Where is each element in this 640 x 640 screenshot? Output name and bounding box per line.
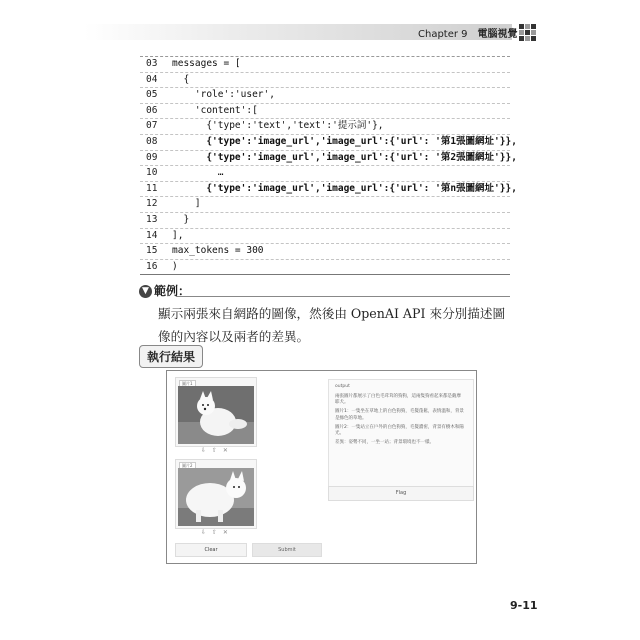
output-paragraph: 差異：姿勢不同，一坐一站；背景環境也不一樣。: [335, 440, 434, 446]
chapter-header: [418, 25, 518, 40]
code-line: [140, 104, 510, 120]
line-number: 04: [146, 73, 158, 85]
line-number: 15: [146, 245, 158, 257]
code-text: ]: [172, 198, 201, 210]
line-number: 14: [146, 229, 158, 241]
code-line: [140, 229, 510, 245]
code-line: [140, 73, 510, 89]
example-rule: [176, 296, 510, 297]
line-number: 09: [146, 151, 158, 163]
code-line: [140, 260, 510, 276]
clear-button[interactable]: Clear: [175, 543, 247, 557]
code-text: 'content':[: [172, 104, 258, 116]
code-text: …: [172, 167, 224, 179]
result-screenshot: [166, 370, 477, 564]
code-line: [140, 57, 510, 73]
submit-button[interactable]: Submit: [252, 543, 322, 557]
output-textbox: [328, 379, 474, 493]
example-icon: ▼: [139, 285, 152, 298]
code-text: 'role':'user',: [172, 89, 275, 101]
example-label: 範例：: [154, 284, 191, 298]
result-label: 執行結果: [139, 345, 203, 368]
dog-photo-2: [178, 468, 254, 526]
output-paragraph: 圖片1：一隻坐在草地上的白色狗狗，毛髮蓬鬆，表情溫和，背景是綠色的草地。: [335, 409, 464, 421]
output-text: [335, 394, 465, 449]
code-line: [140, 182, 517, 198]
line-number: 08: [146, 135, 158, 147]
image-input-2[interactable]: [175, 459, 257, 529]
line-number: 16: [146, 260, 158, 272]
code-text: messages = [: [172, 58, 241, 69]
output-label: output: [335, 384, 350, 389]
line-number: 07: [146, 120, 158, 132]
code-block: [140, 56, 517, 275]
image-input-1[interactable]: [175, 377, 257, 447]
line-number: 12: [146, 198, 158, 210]
header-grid-icon: [519, 24, 536, 41]
image-actions-2[interactable]: ⇩ ⇧ ✕: [201, 529, 230, 536]
chapter-number: Chapter 9: [418, 29, 468, 40]
code-text: ): [172, 260, 178, 272]
page-number: 9-11: [510, 599, 538, 612]
code-text: }: [172, 213, 190, 225]
line-number: 11: [146, 182, 158, 194]
code-text: {'type':'image_url','image_url':{'url': '第1張圖網址'}},: [172, 135, 517, 147]
code-line: [140, 88, 510, 104]
code-text: {'type':'image_url','image_url':{'url': '第n張圖網址'}},: [172, 182, 517, 194]
line-number: 03: [146, 58, 158, 69]
code-line: [140, 119, 510, 135]
code-text: ],: [172, 229, 184, 241]
image-tag-2: 圖片2: [179, 462, 196, 470]
code-text: max_tokens = 300: [172, 245, 264, 257]
line-number: 06: [146, 104, 158, 116]
code-text: {: [172, 73, 190, 85]
code-text: {'type':'image_url','image_url':{'url': '第2張圖網址'}},: [172, 151, 517, 163]
example-description: 顯示兩張來自網路的圖像，然後由 OpenAI API 來分別描述圖像的內容以及兩者的差異。: [158, 306, 506, 344]
code-text: {'type':'text','text':'提示詞'},: [172, 120, 384, 132]
line-number: 13: [146, 213, 158, 225]
image-tag-1: 圖片1: [179, 380, 196, 388]
code-line: [140, 197, 510, 213]
code-line: [140, 151, 517, 167]
code-line: [140, 135, 517, 151]
output-paragraph: 兩張圖片都展示了白色毛茸茸的狗狗，這兩隻狗看起來都是薩摩耶犬。: [335, 394, 461, 406]
code-line: [140, 166, 510, 182]
code-line: [140, 244, 510, 260]
line-number: 10: [146, 167, 158, 179]
output-paragraph: 圖片2：一隻站立在戶外的白色狗狗，毛髮濃密，背景有樹木和陽光。: [335, 424, 464, 437]
dog-photo-1: [178, 386, 254, 444]
image-actions-1[interactable]: ⇩ ⇧ ✕: [201, 447, 230, 454]
chapter-title: 電腦視覺: [477, 29, 518, 40]
line-number: 05: [146, 89, 158, 101]
code-line: [140, 213, 510, 229]
flag-button[interactable]: Flag: [328, 486, 474, 501]
